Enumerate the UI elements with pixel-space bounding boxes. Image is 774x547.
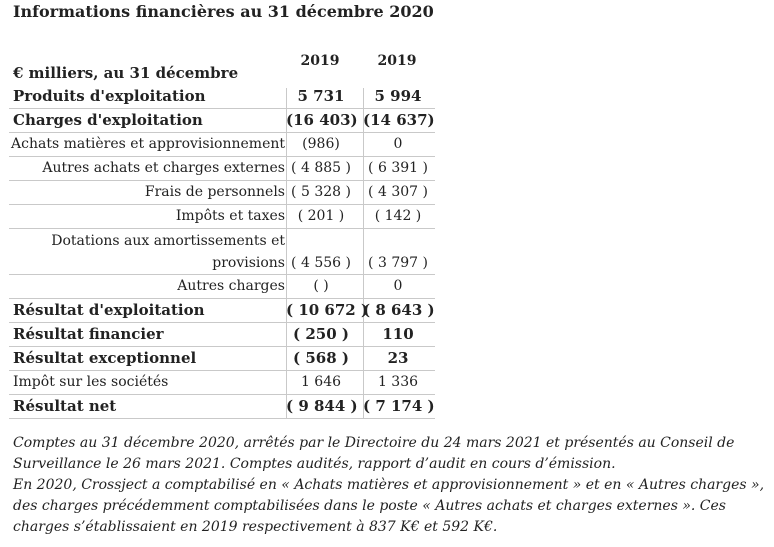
column-header-1: 2019 — [300, 53, 340, 69]
row-label: Achats matières et approvisionnement — [11, 136, 285, 152]
footnote-accounts: Comptes au 31 décembre 2020, arrêtés par le Directoire du 24 mars 2021 et présentés au Conseil de Surveillance le 26 mars 2021. Comptes audités, rapport d’audit en cours d’émission. — [13, 435, 735, 472]
table-row — [9, 229, 435, 275]
row-label: Dotations aux amortissements et — [51, 233, 285, 249]
value-col2: 5 994 — [374, 87, 422, 105]
value-col1: 1 646 — [300, 374, 342, 390]
value-col2: (14 637) — [363, 111, 435, 129]
value-col1: ( 4 556 ) — [291, 255, 351, 271]
value-col2: 0 — [393, 278, 403, 294]
value-col1: ( 250 ) — [293, 325, 349, 343]
row-label: Résultat exceptionnel — [13, 349, 197, 367]
value-col2: ( 8 643 ) — [363, 301, 435, 319]
column-header-2: 2019 — [377, 53, 417, 69]
table-row — [9, 275, 435, 299]
value-col1: ( 568 ) — [293, 349, 349, 367]
value-col1: 5 731 — [297, 87, 345, 105]
page-title: Informations financières au 31 décembre 2020 — [13, 2, 434, 21]
table-row — [9, 323, 435, 347]
row-label: Résultat d'exploitation — [13, 301, 205, 319]
value-col2: 1 336 — [377, 374, 419, 390]
row-label: Impôts et taxes — [175, 208, 285, 224]
value-col1: (986) — [302, 136, 340, 152]
value-col1: (16 403) — [286, 111, 358, 129]
row-label: Produits d'exploitation — [13, 87, 206, 105]
table-row — [9, 109, 435, 133]
value-col1: ( 9 844 ) — [286, 397, 358, 415]
table-row — [9, 86, 435, 109]
value-col2: ( 6 391 ) — [368, 160, 428, 176]
row-label: Résultat financier — [13, 325, 164, 343]
unit-label: € milliers, au 31 décembre — [13, 64, 239, 82]
table-row — [9, 299, 435, 323]
value-col1: ( 5 328 ) — [291, 184, 351, 200]
value-col2: 0 — [393, 136, 403, 152]
row-label: Impôt sur les sociétés — [13, 374, 169, 390]
value-col1: ( 10 672 ) — [286, 301, 369, 319]
table-row — [9, 395, 435, 419]
table-row — [9, 371, 435, 395]
value-col2: ( 7 174 ) — [363, 397, 435, 415]
value-col2: ( 142 ) — [374, 208, 422, 224]
row-label: Autres achats et charges externes — [42, 160, 285, 176]
value-col1: ( 201 ) — [297, 208, 345, 224]
footnotes — [13, 433, 768, 538]
table-row — [9, 181, 435, 205]
value-col2: 23 — [387, 349, 409, 367]
table-row — [9, 133, 435, 157]
value-col2: ( 3 797 ) — [368, 255, 428, 271]
value-col1: ( 4 885 ) — [291, 160, 351, 176]
table-row — [9, 347, 435, 371]
row-label: Autres charges — [177, 278, 285, 294]
value-col2: 110 — [382, 325, 414, 343]
row-label: provisions — [212, 255, 285, 271]
value-col1: ( ) — [313, 278, 329, 294]
table-row — [9, 157, 435, 181]
row-label: Résultat net — [13, 397, 117, 415]
table-row — [9, 205, 435, 229]
row-label: Charges d'exploitation — [13, 111, 203, 129]
footnote-reclassification: En 2020, Crossject a comptabilisé en « Achats matières et approvisionnement » et en « Autres charges », des charges précédemment comptabilisées dans le poste « Autres achats et charges externes ». Ces charges s’établissaient en 2019 respectivement à 837 K€ et 592 K€. — [13, 477, 765, 535]
row-label: Frais de personnels — [144, 184, 285, 200]
value-col2: ( 4 307 ) — [368, 184, 428, 200]
